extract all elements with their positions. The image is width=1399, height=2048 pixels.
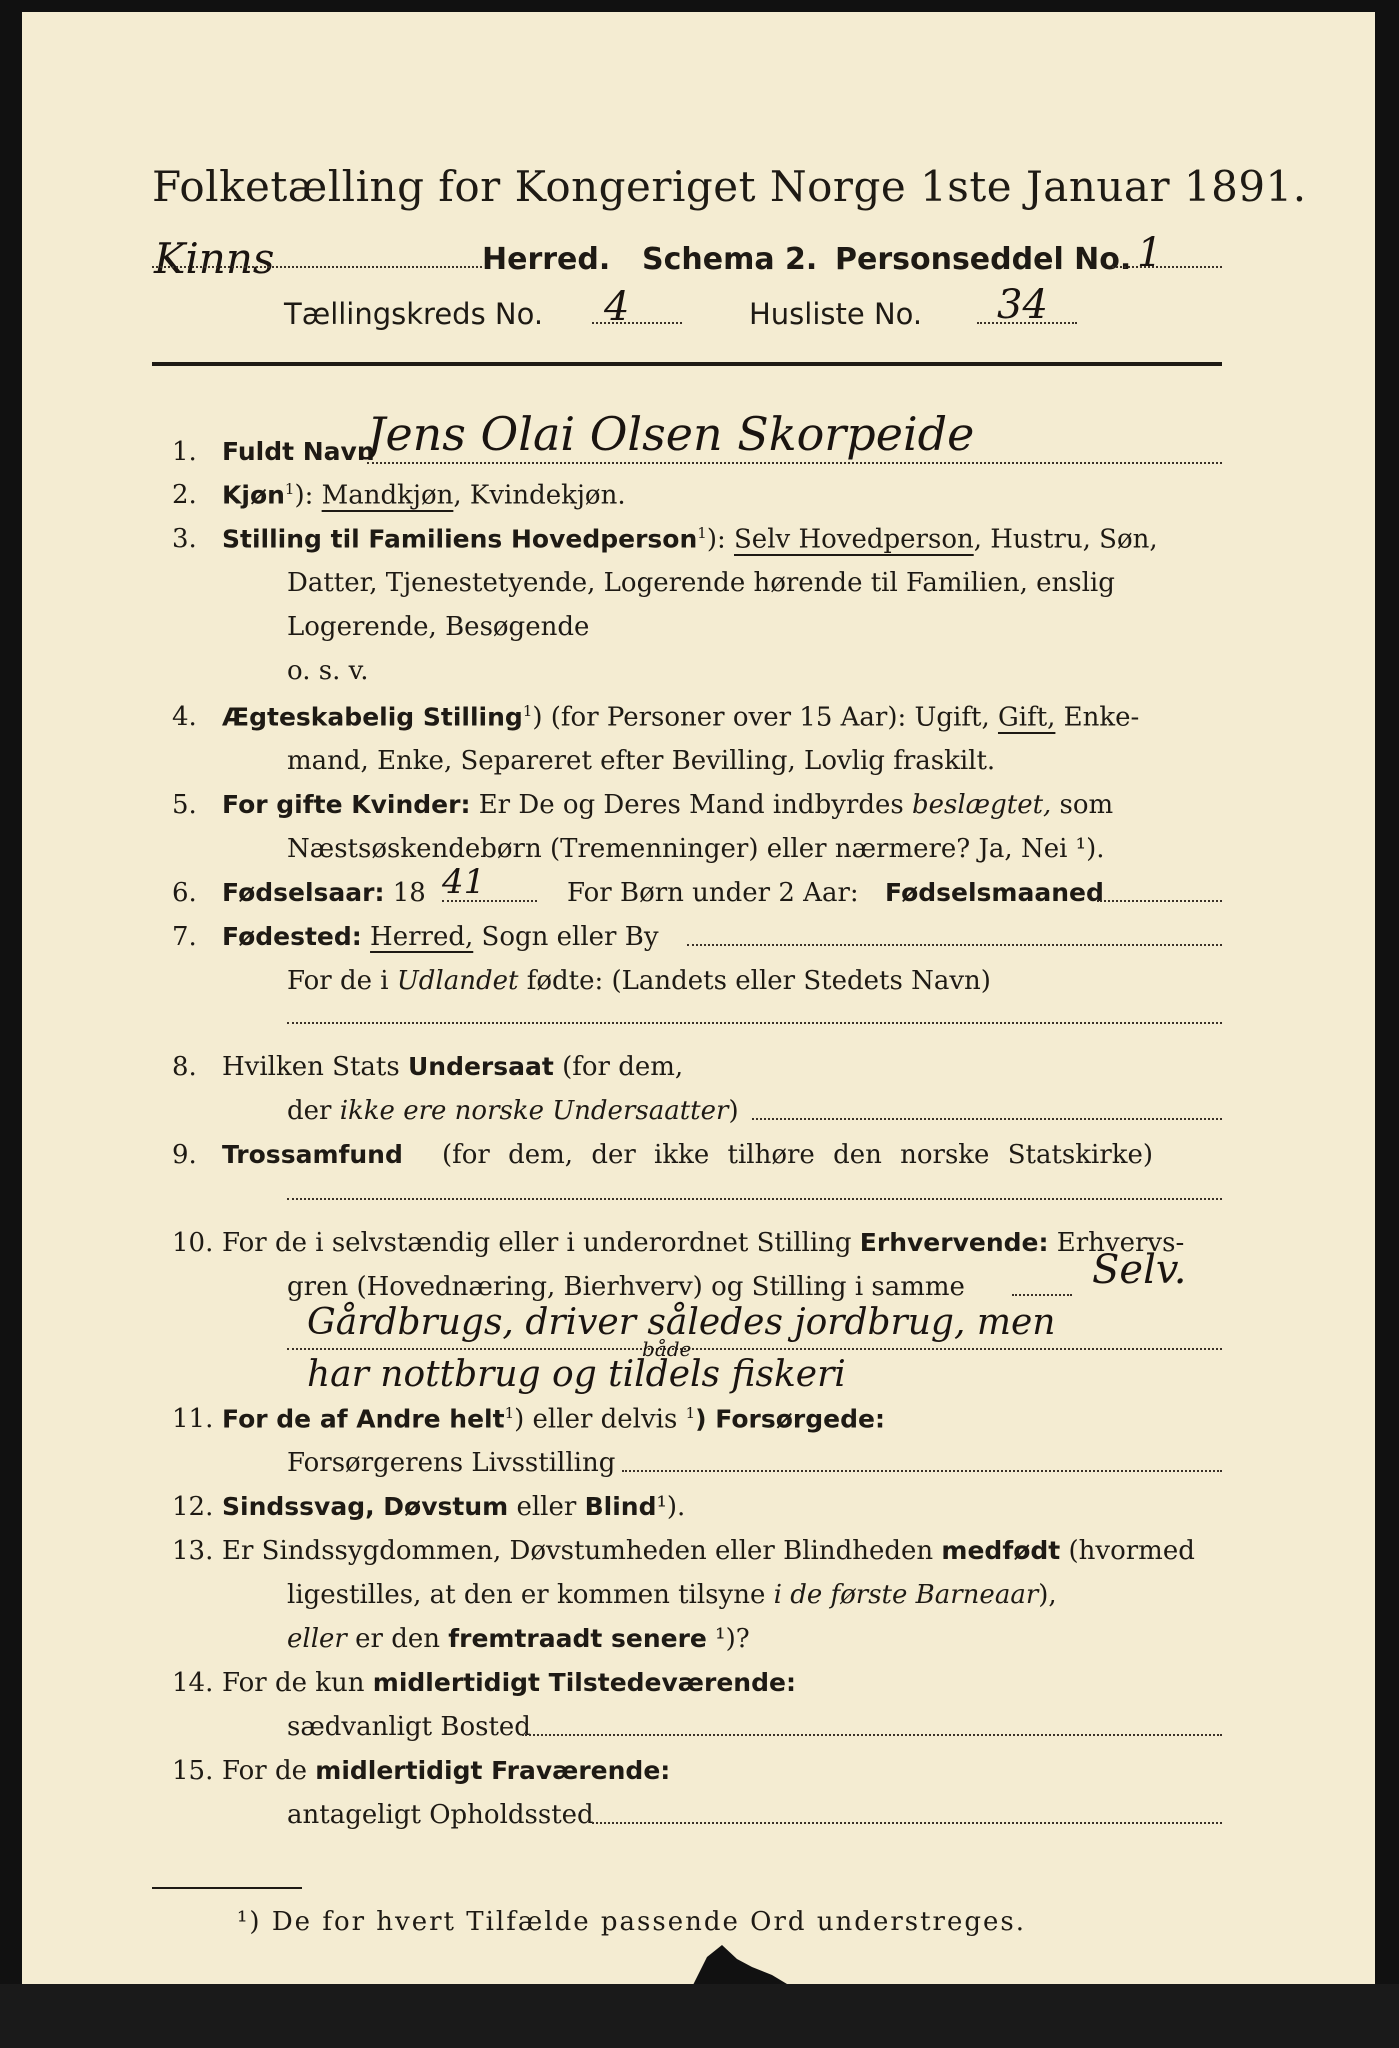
item-10-dotline [1012,1294,1072,1296]
header-rule [152,362,1222,366]
item-7-line-1 [222,922,659,952]
item-5-italic: beslægtet, [911,790,1052,820]
item-13-end: (hvormed [1060,1536,1195,1566]
taellingskreds-label: Tællingskreds No. [284,297,544,331]
item-15-label: midlertidigt Fraværende: [315,1756,671,1785]
personseddel-number: 1 [1137,230,1163,276]
item-15-text: For de [222,1756,316,1786]
item-15-number: 15. [172,1756,214,1786]
item-4-selected-option: Gift, [997,702,1056,733]
item-7-line-2 [287,966,991,996]
paper-tear-shape [692,1945,792,1987]
item-8-rest: (for dem, [553,1052,684,1082]
item-8-line-2a: der [287,1096,340,1126]
item-11-dotline [622,1470,1222,1472]
item-10-dotline-2 [287,1348,1222,1350]
footnote: ¹) De for hvert Tilfælde passende Ord understreges. [237,1907,1027,1937]
item-4-end: Enke- [1055,702,1140,733]
item-6-month-label: Fødselsmaaned [885,878,1104,907]
item-4-text: ) (for Personer over 15 Aar): Ugift, [532,702,998,733]
item-6-infant-text: For Børn under 2 Aar: [567,878,859,908]
item-2-colon: ): [294,480,322,511]
item-14-label: midlertidigt Tilstedeværende: [372,1668,796,1697]
item-4-line-2: mand, Enke, Separeret efter Bevilling, Lovlig fraskilt. [287,746,996,776]
husliste-dotline [977,322,1077,324]
item-9-dotline [287,1198,1222,1200]
item-8-text: Hvilken Stats [222,1052,408,1082]
item-7-rest: Sogn eller By [473,922,659,952]
item-3-colon: ): [706,524,734,555]
item-3-line-1 [222,524,1158,555]
item-9-label: Trossamfund [222,1140,403,1169]
item-5-text: Er De og Deres Mand indbyrdes [470,790,912,820]
item-12-end: ¹). [656,1492,686,1522]
item-6-line [222,878,426,908]
item-7-dotline-2 [287,1022,1222,1024]
item-7-number: 7. [172,922,197,952]
personseddel-dotline [1112,266,1222,268]
item-12-label: Sindssvag, Døvstum [222,1492,509,1521]
item-13-line-2c: ), [1038,1580,1057,1610]
item-4-number: 4. [172,702,197,732]
item-8-label: Undersaat [407,1052,554,1081]
item-13-line-3a: eller [287,1624,347,1654]
item-4-line-1 [222,702,1139,733]
item-5-number: 5. [172,790,197,820]
item-9-number: 9. [172,1140,197,1170]
husliste-label: Husliste No. [749,297,923,331]
item-12-label-2: Blind [584,1492,657,1521]
herred-name: Kinns [154,234,275,283]
taellingskreds-number: 4 [604,284,630,330]
item-3-footnote-ref: 1 [697,524,707,542]
item-10-label: Erhvervende: [859,1228,1049,1257]
item-10-occupation-line-1: Gårdbrugs, driver således jordbrug, men [307,1302,1056,1343]
paper-tear [682,1937,802,1987]
item-14-line-2: sædvanligt Bosted [287,1712,531,1742]
item-2-label: Kjøn [222,480,285,510]
item-7-line-2a: For de i [287,966,397,996]
item-15-line-2: antageligt Opholdssted [287,1800,594,1830]
item-10-occupation-line-2: har nottbrug og tildels fiskeri [307,1354,846,1395]
item-14-dotline [522,1734,1222,1736]
item-7-label: Fødested: [222,922,362,951]
item-3-label: Stilling til Familiens Hovedperson [222,524,698,554]
item-13-line-3d: ¹)? [706,1624,750,1654]
item-13-line-1 [222,1536,1195,1566]
item-11-number: 11. [172,1404,214,1434]
item-2-line [222,480,626,511]
item-6-month-dotline [1097,900,1222,902]
item-14-line-1 [222,1668,796,1698]
item-3-options-rest: , Hustru, Søn, [973,524,1158,555]
item-13-line-3b: er den [346,1624,449,1654]
item-13-text: Er Sindssygdommen, Døvstumheden eller Blindheden [222,1536,942,1566]
item-6-birth-year: 41 [442,862,486,902]
item-13-line-2a: ligestilles, at den er kommen tilsyne [287,1580,774,1610]
schema-label: Schema 2. [642,242,818,277]
husliste-number: 34 [997,282,1048,328]
footnote-rule [152,1887,302,1889]
item-7-line-2c: fødte: (Landets eller Stedets Navn) [518,966,991,996]
item-11-label: ) Forsørgede: [695,1404,885,1434]
item-2-other-option: , Kvindekjøn. [453,480,626,511]
item-15-dotline [592,1822,1222,1824]
taellingskreds-dotline [592,322,682,324]
item-12-number: 12. [172,1492,214,1522]
item-6-number: 6. [172,878,197,908]
item-10-line-2: gren (Hovednæring, Bierhverv) og Stilling i samme [287,1272,965,1302]
item-11-text: For de af Andre helt [222,1404,505,1434]
herred-label: Herred. [482,242,611,277]
item-13-number: 13. [172,1536,214,1566]
item-13-line-2b: i de første Barneaar [773,1580,1039,1610]
item-8-line-2b: ikke ere norske Undersaatter [339,1096,729,1126]
item-2-number: 2. [172,480,197,510]
item-5-label: For gifte Kvinder: [222,790,471,819]
item-8-number: 8. [172,1052,197,1082]
item-12-mid: eller [508,1492,585,1522]
item-6-label: Fødselsaar: [222,878,385,907]
item-10-number: 10. [172,1228,214,1258]
item-10-insertion: både [642,1337,692,1361]
item-5-end: som [1051,790,1114,820]
item-3-selected-option: Selv Hovedperson [734,524,974,555]
item-3-line-4: o. s. v. [287,656,369,686]
item-4-footnote-ref: 1 [522,702,533,720]
item-8-line-2c: ) [728,1096,739,1126]
item-3-line-2: Datter, Tjenestetyende, Logerende hørende til Familien, enslig [287,568,1115,598]
item-1-label: Fuldt Navn [222,437,375,466]
item-8-line-1 [222,1052,683,1082]
item-14-number: 14. [172,1668,214,1698]
item-9-text: (for dem, der ikke tilhøre den norske Statskirke) [442,1140,1154,1170]
item-11-footnote-ref-2: 1 [685,1404,696,1422]
item-10-end: Erhvervs- [1048,1228,1185,1258]
item-3-number: 3. [172,524,197,554]
item-7-line-2b: Udlandet [396,966,519,996]
item-8-line-2 [287,1096,739,1126]
item-7-selected-option: Herred, [370,922,474,952]
item-7-dotline [687,944,1222,946]
item-4-label: Ægteskabelig Stilling [222,702,523,732]
herred-dotline [152,266,482,268]
item-5-line-1 [222,790,1113,820]
item-10-text: For de i selvstændig eller i underordnet Stilling [222,1228,860,1258]
item-6-year-dotline [442,900,537,902]
item-11-line-1 [222,1404,885,1435]
form-title: Folketælling for Kongeriget Norge 1ste Januar 1891. [152,162,1307,211]
item-13-line-2 [287,1580,1057,1610]
item-2-footnote-ref: 1 [284,480,295,498]
item-13-label: medfødt [941,1536,1061,1565]
scan-bottom-border [0,1984,1399,2048]
item-1-dotline [367,462,1222,464]
item-1-full-name: Jens Olai Olsen Skorpeide [367,407,975,461]
item-13-line-3 [287,1624,750,1654]
item-3-line-3: Logerende, Besøgende [287,612,590,642]
item-5-line-2: Næstsøskendebørn (Tremenninger) eller nærmere? Ja, Nei ¹). [287,834,1105,864]
item-10-occupation-status: Selv. [1092,1247,1187,1293]
personseddel-label: Personseddel No. [835,242,1132,277]
item-11-footnote-ref: 1 [504,1404,515,1422]
item-1-number: 1. [172,437,197,467]
item-15-line-1 [222,1756,670,1786]
item-13-line-3c: fremtraadt senere [448,1624,707,1653]
item-2-selected-option: Mandkjøn [321,480,454,511]
item-14-text: For de kun [222,1668,373,1698]
item-12-line [222,1492,685,1522]
item-11-mid: ) eller delvis [514,1404,686,1435]
item-11-line-2: Forsørgerens Livsstilling [287,1448,616,1478]
item-10-line-1 [222,1228,1184,1258]
item-6-year-prefix: 18 [384,878,426,908]
census-form-page [22,12,1375,1984]
item-8-dotline [752,1118,1222,1120]
